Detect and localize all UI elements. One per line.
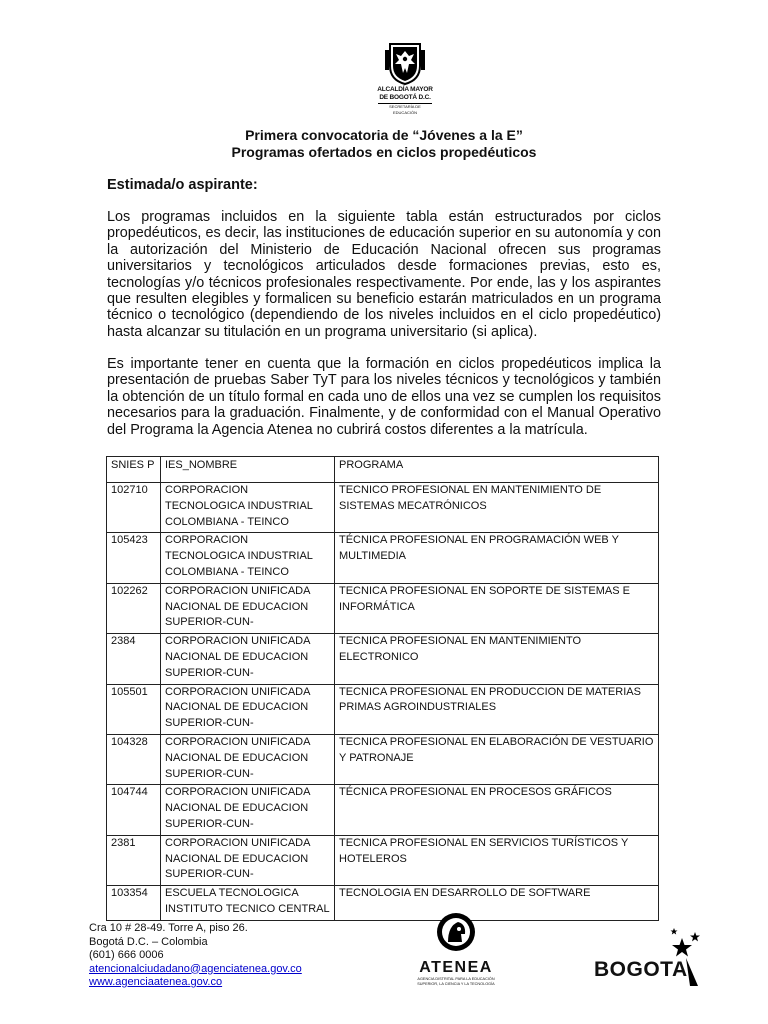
header-line2: DE BOGOTÁ D.C. [379, 94, 431, 101]
table-row [107, 684, 659, 734]
atenea-wordmark: ATENEA [419, 959, 493, 976]
document-title: Primera convocatoria de “Jóvenes a la E” [245, 127, 523, 143]
cell-snies: 2384 [107, 634, 161, 684]
greeting: Estimada/o aspirante: [107, 177, 258, 193]
programs-table [106, 456, 659, 921]
document-subtitle: Programas ofertados en ciclos propedéuticos [231, 144, 537, 160]
atenea-sub-line1: AGENCIA DISTRITAL PARA LA EDUCACIÓN [417, 977, 495, 981]
atenea-sub-line2: SUPERIOR, LA CIENCIA Y LA TECNOLOGÍA [417, 982, 495, 986]
cell-programa: TECNICA PROFESIONAL EN SERVICIOS TURÍSTICOS Y HOTELEROS [335, 835, 659, 885]
cell-snies: 103354 [107, 886, 161, 921]
cell-snies: 2381 [107, 835, 161, 885]
cell-snies: 105423 [107, 533, 161, 583]
cell-ies: CORPORACION UNIFICADA NACIONAL DE EDUCACION SUPERIOR-CUN- [161, 835, 335, 885]
footer-website-link[interactable]: www.agenciaatenea.gov.co [89, 976, 223, 988]
cell-ies: ESCUELA TECNOLOGICA INSTITUTO TECNICO CENTRAL [161, 886, 335, 921]
header-line3: SECRETARÍA DE EDUCACIÓN [378, 103, 432, 116]
footer-email-link[interactable]: atencionalciudadano@agenciatenea.gov.co [89, 962, 302, 975]
cell-ies: CORPORACION UNIFICADA NACIONAL DE EDUCACION SUPERIOR-CUN- [161, 634, 335, 684]
cell-programa: TECNICO PROFESIONAL EN MANTENIMIENTO DE SISTEMAS MECATRÓNICOS [335, 483, 659, 533]
bogota-logo [594, 928, 704, 988]
table-row [107, 835, 659, 885]
bogota-wordmark: BOGOTA [594, 958, 688, 981]
cell-programa: TÉCNICA PROFESIONAL EN PROGRAMACIÓN WEB Y MULTIMEDIA [335, 533, 659, 583]
cell-programa: TECNICA PROFESIONAL EN PRODUCCION DE MATERIAS PRIMAS AGROINDUSTRIALES [335, 684, 659, 734]
cell-snies: 104328 [107, 734, 161, 784]
coat-of-arms-icon [382, 40, 428, 86]
table-row [107, 785, 659, 835]
atenea-emblem-icon [428, 912, 484, 952]
paragraph-2: Es importante tener en cuenta que la formación en ciclos propedéuticos implica la presentación de pruebas Saber TyT para los niveles técnicos y tecnológicos y también la obtención de un título formal en cada uno de ellos una vez se cumplen los requisitos necesarios para la graduación. Finalmente, y de conformidad con el Manual Operativo del Programa la Agencia Atenea no cubrirá costos diferentes a la matrícula. [107, 356, 661, 438]
header-programa: PROGRAMA [335, 457, 659, 483]
table-header-row [107, 457, 659, 483]
table-row [107, 483, 659, 533]
cell-programa: TECNICA PROFESIONAL EN ELABORACIÓN DE VESTUARIO Y PATRONAJE [335, 734, 659, 784]
cell-programa: TECNICA PROFESIONAL EN MANTENIMIENTO ELECTRONICO [335, 634, 659, 684]
table-row [107, 533, 659, 583]
cell-programa: TÉCNICA PROFESIONAL EN PROCESOS GRÁFICOS [335, 785, 659, 835]
cell-snies: 104744 [107, 785, 161, 835]
table-row [107, 583, 659, 633]
footer-contact [89, 922, 302, 990]
cell-ies: CORPORACION UNIFICADA NACIONAL DE EDUCACION SUPERIOR-CUN- [161, 684, 335, 734]
table-row [107, 886, 659, 921]
cell-snies: 105501 [107, 684, 161, 734]
atenea-logo [405, 912, 507, 987]
cell-snies: 102710 [107, 483, 161, 533]
footer-address: Cra 10 # 28-49. Torre A, piso 26. [89, 922, 248, 934]
header-ies-nombre: IES_NOMBRE [161, 457, 335, 483]
cell-ies: CORPORACION UNIFICADA NACIONAL DE EDUCACION SUPERIOR-CUN- [161, 583, 335, 633]
table-row [107, 734, 659, 784]
cell-snies: 102262 [107, 583, 161, 633]
cell-programa: TECNICA PROFESIONAL EN SOPORTE DE SISTEMAS E INFORMÁTICA [335, 583, 659, 633]
cell-ies: CORPORACION UNIFICADA NACIONAL DE EDUCACION SUPERIOR-CUN- [161, 734, 335, 784]
alcaldia-logo [360, 40, 450, 116]
cell-ies: CORPORACION UNIFICADA NACIONAL DE EDUCACION SUPERIOR-CUN- [161, 785, 335, 835]
paragraph-1: Los programas incluidos en la siguiente tabla están estructurados por ciclos propedéuticos, es decir, las instituciones de educación superior en su autonomía y con la autorización del Ministerio de Educación Nacional ofrecen sus programas universitarios y tecnológicos articulados desde formaciones previas, esto es, tecnologías y/o técnicos profesionales respectivamente. Por ende, las y los aspirantes que resulten elegibles y formalicen su beneficio estarán matriculados en un programa técnico o tecnológico (dependiendo de los niveles incluidos en el ciclo propedéutico) hasta alcanzar su titulación en un programa universitario (si aplica). [107, 209, 661, 340]
cell-ies: CORPORACION TECNOLOGICA INDUSTRIAL COLOMBIANA - TEINCO [161, 483, 335, 533]
header-line1: ALCALDÍA MAYOR [377, 86, 433, 93]
cell-ies: CORPORACION TECNOLOGICA INDUSTRIAL COLOMBIANA - TEINCO [161, 533, 335, 583]
table-row [107, 634, 659, 684]
footer-phone: (601) 666 0006 [89, 949, 164, 961]
footer-city: Bogotá D.C. – Colombia [89, 935, 208, 948]
cell-programa: TECNOLOGIA EN DESARROLLO DE SOFTWARE [335, 886, 659, 921]
header-snies: SNIES P [107, 457, 161, 483]
